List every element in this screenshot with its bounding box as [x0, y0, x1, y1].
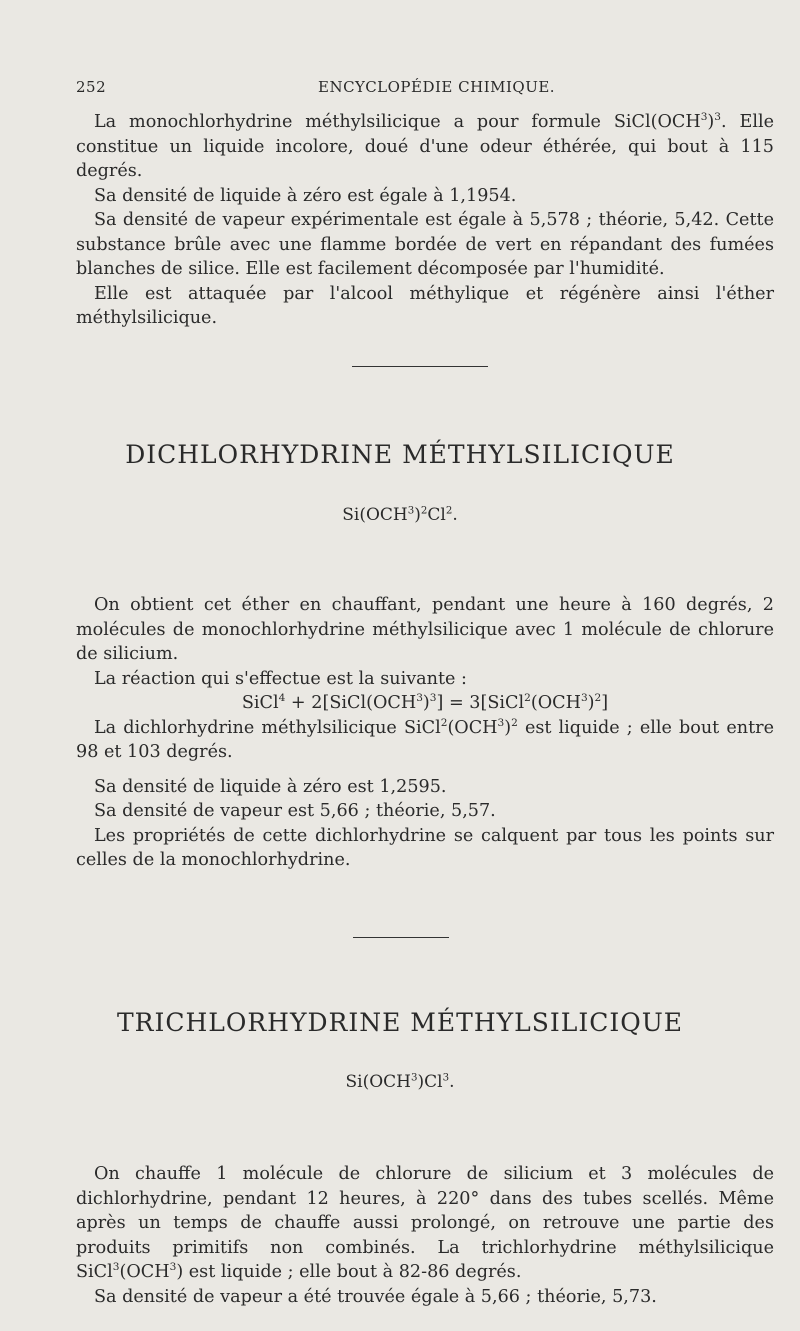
paragraph: Sa densité de liquide à zéro est 1,2595.: [94, 776, 447, 797]
paragraph: Sa densité de vapeur a été trouvée égale à 5,66 ; théorie, 5,73.: [94, 1286, 657, 1307]
section-formula: Si(OCH$^3$)Cl$^3$.: [345, 1072, 455, 1092]
running-title: ENCYCLOPÉDIE CHIMIQUE.: [318, 78, 556, 96]
section-heading: TRICHLORHYDRINE MÉTHYLSILICIQUE: [116, 1008, 684, 1037]
paragraph: Les propriétés de cette dichlorhydrine se calquent par tous les points sur celles de la monochlorhydrine.: [76, 825, 774, 870]
paragraph: Elle est attaquée par l'alcool méthylique et régénère ainsi l'éther méthylsilicique.: [76, 283, 774, 328]
reaction-equation: SiCl$^4$ + $2[SiCl(OCH^3)^3]$ = $3[SiCl^2(OCH^3)^2]$: [241, 692, 609, 713]
paragraph: La dichlorhydrine méthylsilicique $SiCl^2(OCH^3)^2$ est liquide ; elle bout entre 98 et 103 degrés.: [76, 716, 774, 762]
paragraph: Sa densité de liquide à zéro est égale à 1,1954.: [94, 185, 517, 206]
intro-text: [76, 110, 774, 331]
page-number: 252: [76, 78, 107, 96]
paragraph: On obtient cet éther en chauffant, pendant une heure à 160 degrés, 2 molécules de monochlorhydrine méthylsilicique avec 1 molécule de chlorure de silicium.: [76, 595, 774, 664]
section2-text: [76, 1162, 774, 1309]
section1-text: [76, 593, 774, 873]
paragraph: Sa densité de vapeur est 5,66 ; théorie, 5,57.: [94, 801, 496, 821]
paragraph: Sa densité de vapeur expérimentale est égale à 5,578 ; théorie, 5,42. Cette substance brûle avec une flamme bordée de vert en répandant des fumées blanches de silice. Elle est facilement décomposée par l'humidité.: [76, 210, 774, 279]
paragraph: On chauffe 1 molécule de chlorure de silicium et 3 molécules de dichlorhydrine, pendant 12 heures, à 220° dans des tubes scellés. Même après un temps de chauffe aussi prolongé, on retrouve une partie des produits primitifs non combinés. La trichlorhydrine méthylsilicique SiCl$^3$(OCH$^3$) est liquide ; elle bout à 82-86 degrés.: [76, 1164, 774, 1282]
section-formula: $Si(OCH^3)^2Cl^2$.: [342, 505, 458, 525]
section-heading: DICHLORHYDRINE MÉTHYLSILICIQUE: [125, 440, 675, 469]
paragraph: La monochlorhydrine méthylsilicique a pour formule $SiCl(OCH^3)^3$. Elle constitue un liquide incolore, doué d'une odeur éthérée, qui bout à 115 degrés.: [76, 111, 774, 181]
section-divider: [352, 366, 488, 367]
section-divider: [353, 937, 449, 938]
paragraph: La réaction qui s'effectue est la suivante :: [94, 668, 467, 689]
